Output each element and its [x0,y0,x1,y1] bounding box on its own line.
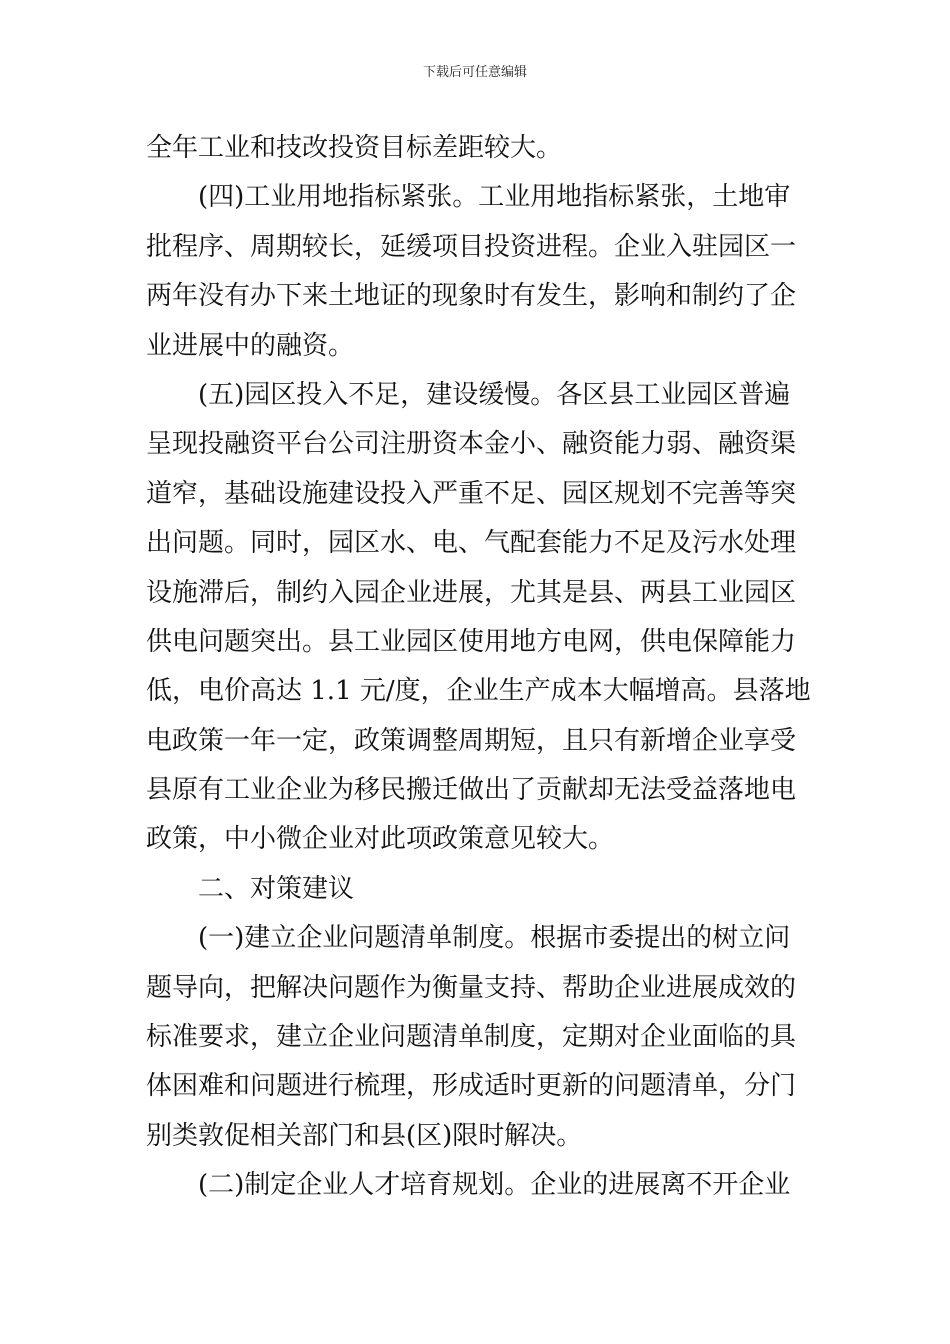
page-header: 下载后可任意编辑 [422,65,527,80]
paragraph-heading-4: (四)工业用地指标紧张。工业用地指标紧张，土地审 [198,182,791,213]
document-body [146,124,811,1211]
section-heading: 二、对策建议 [198,873,355,904]
text-line: 低，电价高达 1.1 元/度，企业生产成本大幅增高。县落地 [146,676,811,707]
text-line: 体困难和问题进行梳理，形成适时更新的问题清单，分门 [146,1071,797,1102]
text-line: 设施滞后，制约入园企业进展，尤其是县、两县工业园区 [146,577,797,608]
text-line: 出问题。同时，园区水、电、气配套能力不足及污水处理 [146,528,797,559]
text-line: 呈现投融资平台公司注册资本金小、融资能力弱、融资渠 [146,429,797,460]
text-line: 全年工业和技改投资目标差距较大。 [146,133,563,163]
paragraph-heading-5: (五)园区投入不足，建设缓慢。各区县工业园区普遍 [198,379,791,410]
text-line: 标准要求，建立企业问题清单制度，定期对企业面临的具 [146,1022,797,1053]
text-line: 县原有工业企业为移民搬迁做出了贡献却无法受益落地电 [146,775,797,806]
text-line: 批程序、周期较长，延缓项目投资进程。企业入驻园区一 [146,231,797,262]
text-line: 业进展中的融资。 [146,330,355,361]
text-line: 别类敦促相关部门和县(区)限时解决。 [146,1120,583,1151]
paragraph-heading-1: (一)建立企业问题清单制度。根据市委提出的树立问 [198,923,791,954]
text-line: 供电问题突出。县工业园区使用地方电网，供电保障能力 [146,626,797,657]
text-line: 题导向，把解决问题作为衡量支持、帮助企业进展成效的 [146,972,797,1003]
text-line: 电政策一年一定，政策调整周期短，且只有新增企业享受 [146,725,797,756]
paragraph-heading-2: (二)制定企业人才培育规划。企业的进展离不开企业 [198,1170,791,1201]
text-line: 政策，中小微企业对此项政策意见较大。 [146,824,615,855]
text-line: 道窄，基础设施建设投入严重不足、园区规划不完善等突 [146,478,797,509]
text-line: 两年没有办下来土地证的现象时有发生，影响和制约了企 [146,281,797,312]
